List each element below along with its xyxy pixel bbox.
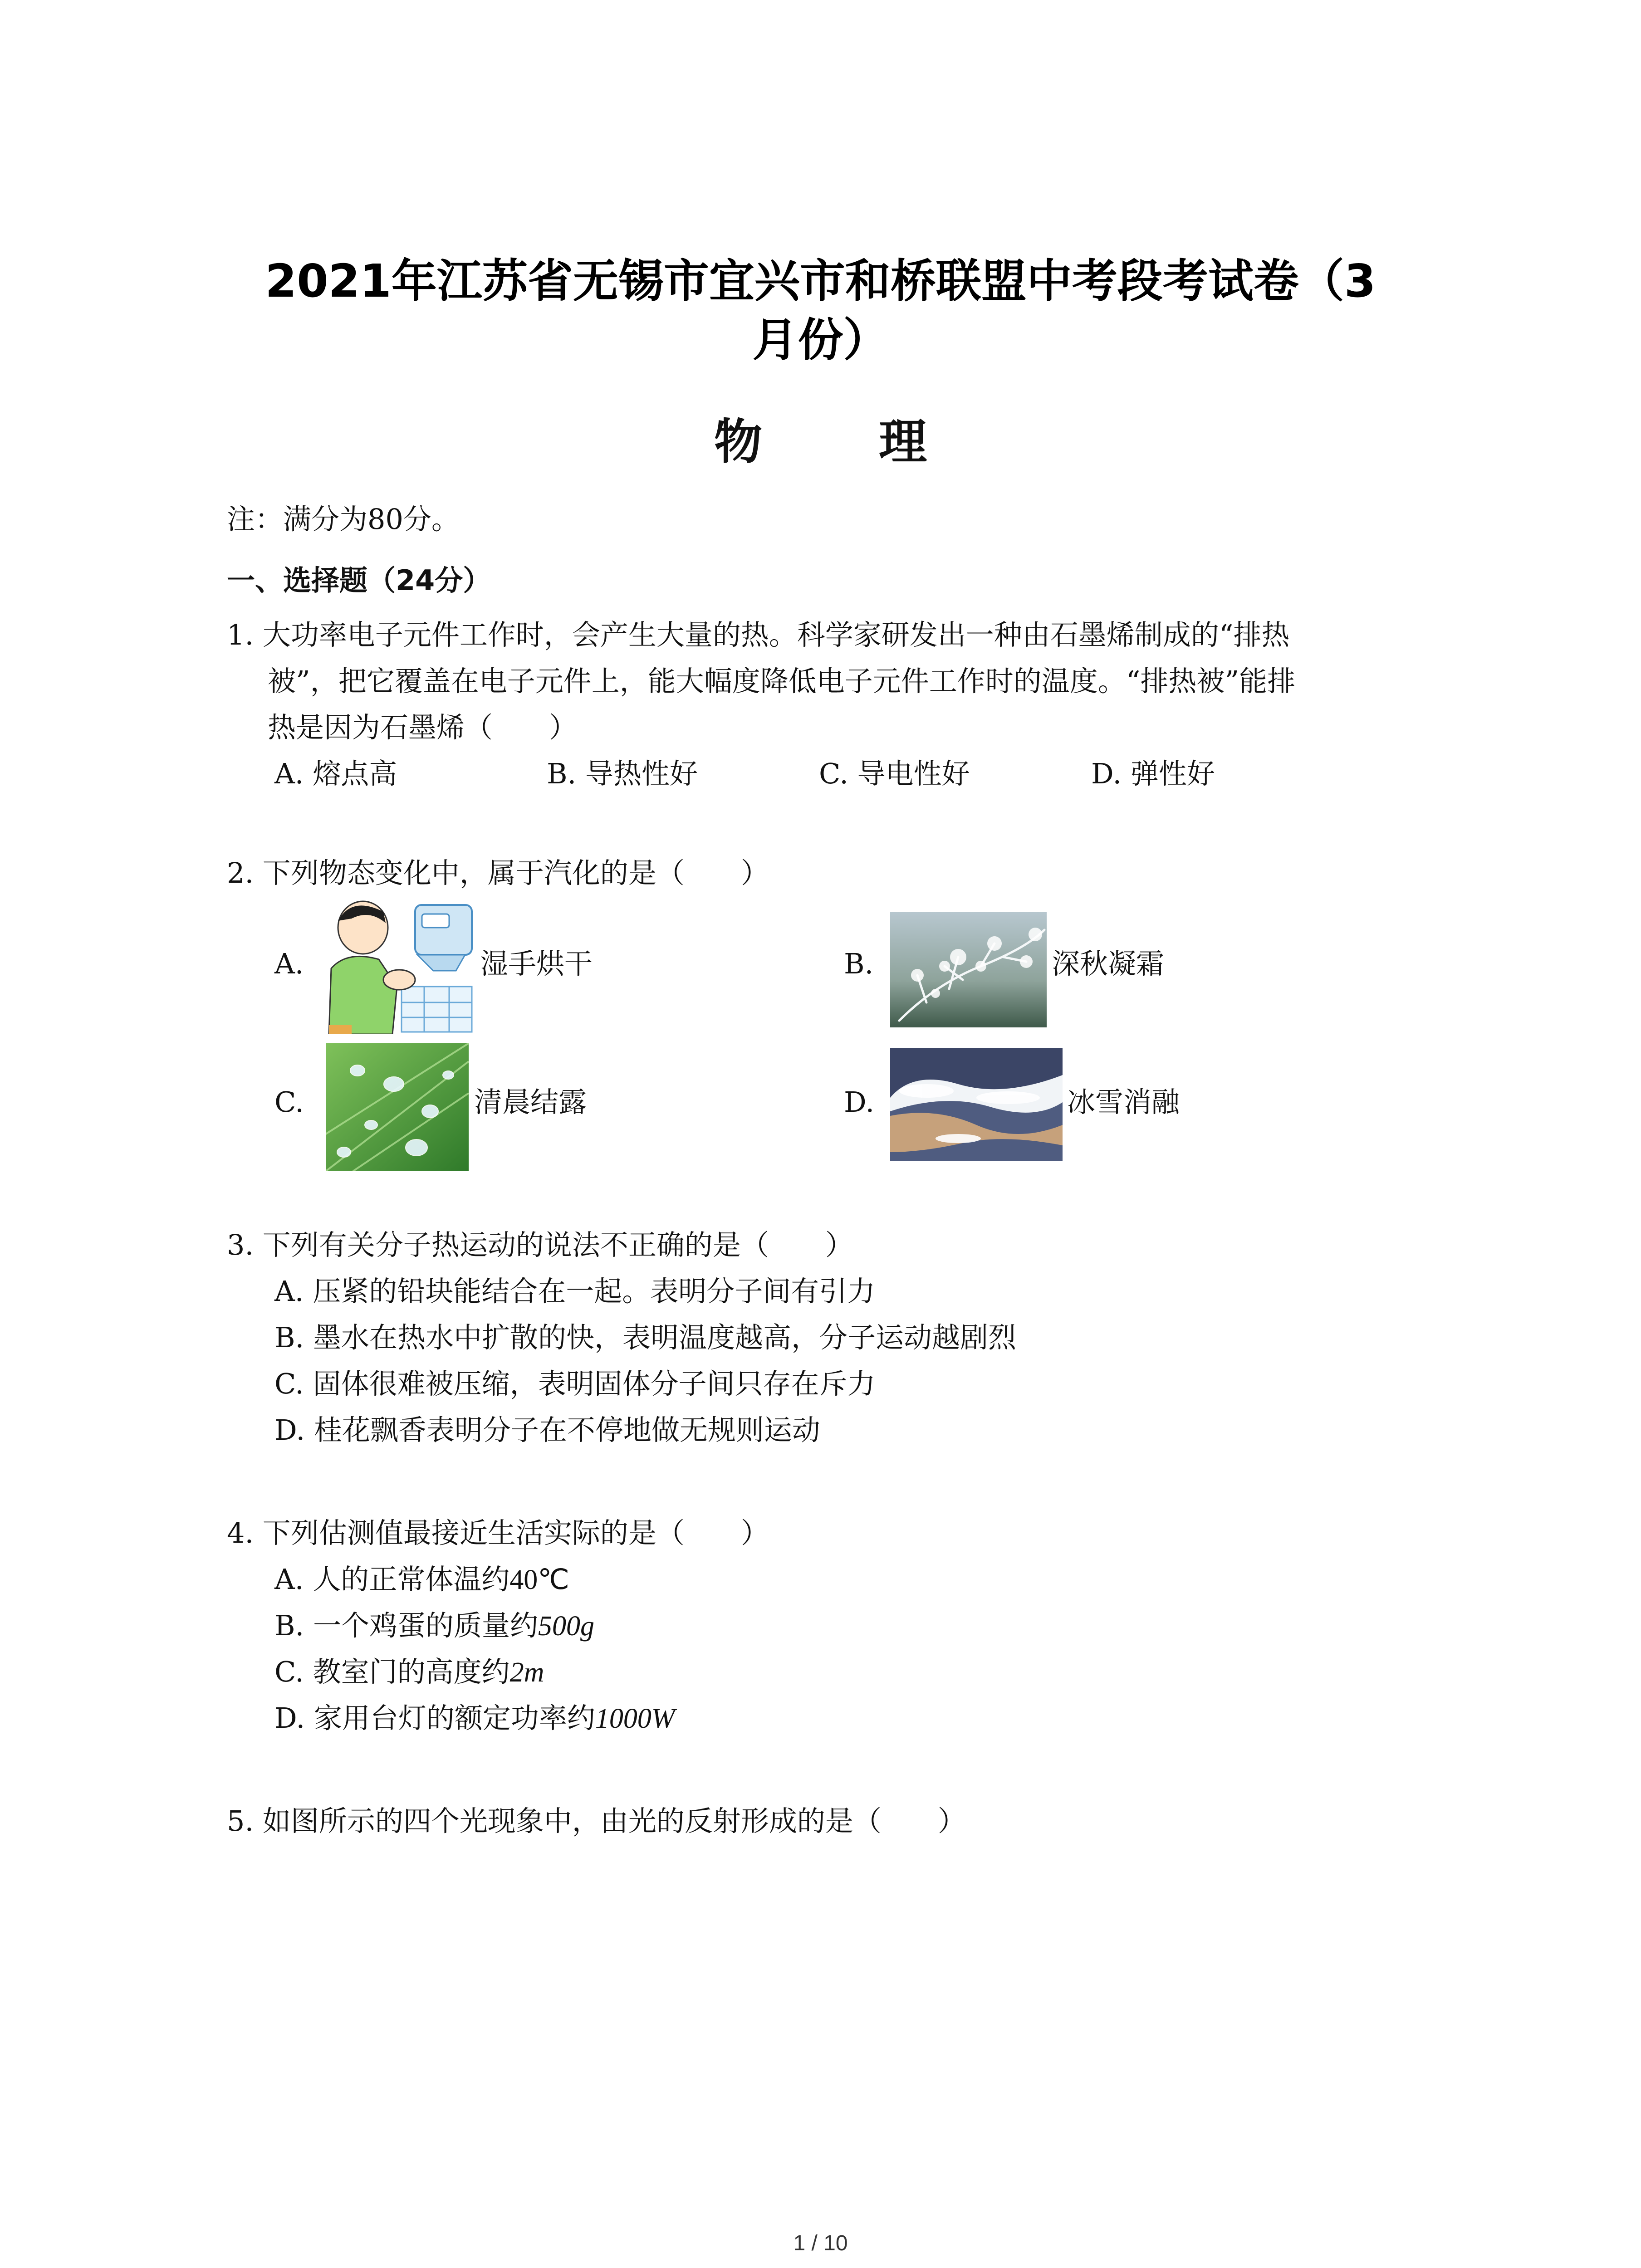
q2-option-a-label[interactable]: 湿手烘干 [480,947,593,980]
hand-dryer-image [320,896,474,1034]
q2-option-b-letter[interactable]: B. [844,947,874,980]
q3-option-c[interactable]: C. 固体很难被压缩，表明固体分子间只存在斥力 [274,1367,876,1400]
q2-option-b-label[interactable]: 深秋凝霜 [1052,947,1165,980]
q2-option-c-letter[interactable]: C. [274,1085,304,1119]
q2-option-c-label[interactable]: 清晨结露 [474,1085,587,1119]
frost-branches-image [890,912,1047,1027]
q2-option-d-label[interactable]: 冰雪消融 [1067,1085,1180,1119]
section-heading: 一、选择题（24分） [227,564,491,597]
q4-option-d-value: 1000W [595,1703,675,1734]
q3-option-a[interactable]: A. 压紧的铅块能结合在一起。表明分子间有引力 [274,1275,876,1308]
q4-stem: 4. 下列估测值最接近生活实际的是（ ） [227,1516,769,1549]
q3-option-b[interactable]: B. 墨水在热水中扩散的快，表明温度越高，分子运动越剧烈 [274,1321,1016,1354]
q4-option-d[interactable] [274,1700,675,1737]
q1-option-a[interactable]: A. 熔点高 [274,757,397,790]
q2-option-a-letter[interactable]: A. [274,947,304,980]
q4-option-b-value: 500g [538,1611,594,1642]
q4-option-a-text: A. 人的正常体温约 [274,1563,510,1596]
dew-leaf-image [326,1043,469,1171]
q4-option-a[interactable] [274,1561,569,1598]
q4-option-c-text: C. 教室门的高度约 [274,1655,510,1688]
q4-option-c-value: 2m [509,1657,544,1688]
q1-option-d[interactable]: D. 弹性好 [1091,757,1215,790]
q4-option-a-value: 40℃ [509,1564,569,1595]
q2-stem: 2. 下列物态变化中，属于汽化的是（ ） [227,856,769,890]
subject-heading: 物 理 [714,414,977,470]
q2-option-d-letter[interactable]: D. [844,1085,875,1119]
melting-snow-image [890,1048,1063,1161]
page-title-line1: 2021年江苏省无锡市宜兴市和桥联盟中考段考试卷（3 [265,254,1376,308]
page-title-line2: 月份） [752,313,889,367]
q3-stem: 3. 下列有关分子热运动的说法不正确的是（ ） [227,1228,853,1261]
q4-option-d-text: D. 家用台灯的额定功率约 [274,1701,595,1735]
q3-option-d[interactable]: D. 桂花飘香表明分子在不停地做无规则运动 [274,1413,820,1447]
q1-stem-line2: 被”，把它覆盖在电子元件上，能大幅度降低电子元件工作时的温度。“排热被”能排 [268,665,1296,698]
q1-stem-line1: 1. 大功率电子元件工作时，会产生大量的热。科学家研发出一种由石墨烯制成的“排热 [227,618,1290,651]
q1-option-c[interactable]: C. 导电性好 [819,757,970,790]
score-note: 注：满分为80分。 [227,503,460,536]
q5-stem: 5. 如图所示的四个光现象中，由光的反射形成的是（ ） [227,1804,966,1838]
q4-option-b[interactable] [274,1608,594,1644]
q4-option-b-text: B. 一个鸡蛋的质量约 [274,1609,538,1642]
q1-stem-line3: 热是因为石墨烯（ ） [268,711,578,744]
page-number: 1 / 10 [793,2231,848,2255]
q4-option-c[interactable] [274,1654,544,1691]
q1-option-b[interactable]: B. 导热性好 [547,757,698,790]
